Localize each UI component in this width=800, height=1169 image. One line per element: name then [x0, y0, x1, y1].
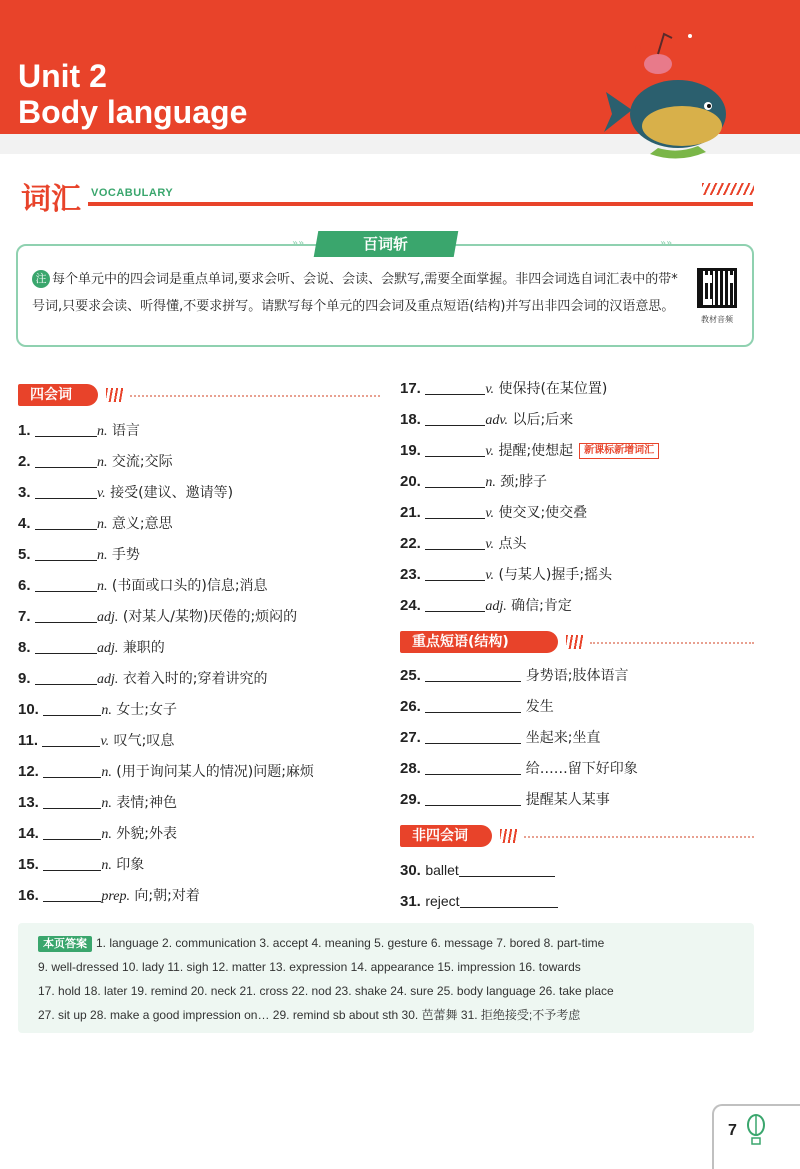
answer-blank[interactable] [43, 888, 101, 902]
word-row [400, 596, 572, 617]
vocabulary-rule [88, 202, 753, 206]
word-row [18, 669, 268, 690]
word-row [400, 503, 587, 524]
nonfour-row [400, 860, 555, 881]
meaning: 兼职的 [122, 640, 165, 656]
meaning: 意义;意思 [111, 516, 173, 532]
word-row [400, 410, 573, 431]
part-of-speech: n. [96, 517, 108, 532]
word-row [400, 379, 607, 400]
word-row [400, 472, 547, 493]
meaning: 衣着入时的;穿着讲究的 [122, 671, 268, 687]
part-of-speech: n. [101, 765, 112, 780]
answer-blank[interactable] [425, 668, 521, 682]
part-of-speech: n. [101, 858, 112, 873]
unit-title [18, 58, 247, 130]
meaning: 表情;神色 [116, 795, 177, 811]
part-of-speech: adj. [96, 641, 119, 656]
meaning: 向;朝;对着 [134, 888, 200, 904]
answer-line [38, 935, 604, 952]
nonfour-row [400, 891, 558, 912]
meaning: 提醒;使想起 [498, 443, 574, 459]
word-row [18, 824, 177, 845]
answer-label: 本页答案 [38, 936, 92, 952]
meaning: 使保持(在某位置) [498, 381, 608, 397]
item-number: 22. [400, 535, 421, 552]
item-number: 24. [400, 597, 421, 614]
balloon-icon [746, 1114, 766, 1146]
part-of-speech: n. [96, 548, 108, 563]
answer-blank[interactable] [35, 640, 97, 654]
intro-text [32, 266, 682, 320]
phrase-row [400, 759, 638, 779]
part-of-speech: adj. [96, 610, 119, 625]
answer-blank[interactable] [43, 795, 101, 809]
vocabulary-heading-en: VOCABULARY [91, 187, 174, 199]
word-row [18, 855, 144, 876]
part-of-speech: v. [485, 537, 494, 552]
unit-number: Unit 2 [18, 58, 107, 94]
word-row [18, 700, 177, 721]
part-of-speech: n. [101, 796, 112, 811]
item-number: 15. [18, 856, 39, 873]
meaning: 使交叉;使交叠 [498, 505, 588, 521]
vocabulary-stripes [702, 183, 754, 195]
item-number: 21. [400, 504, 421, 521]
answer-blank[interactable] [35, 516, 97, 530]
section-key-phrases [400, 631, 558, 653]
answer-blank[interactable] [425, 792, 521, 806]
answer-box [18, 923, 754, 1033]
item-number: 27. [400, 729, 421, 746]
answer-text: 27. sit up 28. make a good impression on… 29. remind sb about sth 30. 芭蕾舞 31. 拒绝接受;不予考虑 [38, 1008, 581, 1022]
answer-blank[interactable] [425, 474, 485, 488]
part-of-speech: n. [485, 475, 496, 490]
item-number: 30. [400, 862, 421, 879]
item-number: 29. [400, 791, 421, 808]
meaning: 外貌;外表 [116, 826, 177, 842]
item-number: 3. [18, 484, 31, 501]
meaning: 坐起来;坐直 [525, 730, 601, 746]
meaning: 叹气;叹息 [113, 733, 175, 749]
answer-blank[interactable] [425, 761, 521, 775]
item-number: 23. [400, 566, 421, 583]
part-of-speech: n. [96, 455, 108, 470]
word-row [18, 483, 233, 504]
answer-text: 1. language 2. communication 3. accept 4. meaning 5. gesture 6. message 7. bored 8. part-time [96, 936, 605, 950]
item-number: 10. [18, 701, 39, 718]
qr-code-icon[interactable] [697, 268, 737, 308]
answer-blank[interactable] [425, 505, 485, 519]
answer-blank[interactable] [43, 826, 101, 840]
note-icon: 注 [32, 270, 50, 288]
word-row [400, 565, 612, 586]
phrase-row [400, 790, 610, 810]
word-row [400, 534, 526, 555]
meaning: (与某人)握手;摇头 [498, 567, 613, 583]
item-number: 31. [400, 893, 421, 910]
whale-illustration [598, 14, 738, 164]
answer-blank[interactable] [425, 699, 521, 713]
answer-line [38, 1007, 580, 1023]
section-non-four-words [400, 825, 492, 847]
answer-blank[interactable] [35, 609, 97, 623]
answer-blank[interactable] [425, 567, 485, 581]
phrase-row [400, 666, 628, 686]
answer-blank[interactable] [425, 730, 521, 744]
item-number: 25. [400, 667, 421, 684]
part-of-speech: n. [101, 827, 112, 842]
vocabulary-heading-cn: 词汇 [21, 182, 81, 217]
word-row [18, 545, 140, 566]
answer-blank[interactable] [35, 454, 97, 468]
new-word-tag: 新课标新增词汇 [579, 443, 659, 459]
word-row [18, 731, 174, 752]
section-dots [524, 836, 754, 838]
meaning: 印象 [116, 857, 145, 873]
meaning: 交流;交际 [111, 454, 173, 470]
answer-blank[interactable] [35, 485, 97, 499]
meaning: 以后;后来 [512, 412, 574, 428]
word-row [18, 793, 177, 814]
item-number: 13. [18, 794, 39, 811]
item-number: 4. [18, 515, 31, 532]
arrow-deco-icon: »» [292, 238, 305, 249]
answer-blank[interactable] [35, 423, 97, 437]
qr-label: 教材音频 [701, 315, 733, 324]
section-dots [130, 395, 380, 397]
meaning: 接受(建议、邀请等) [110, 485, 234, 501]
word-row [18, 421, 140, 442]
part-of-speech: prep. [101, 889, 130, 904]
section-four-title: 四会词 [30, 387, 72, 403]
section-stripes [566, 635, 584, 649]
answer-blank[interactable] [43, 702, 101, 716]
page-number: 7 [728, 1122, 737, 1139]
answer-blank[interactable] [43, 857, 101, 871]
item-number: 2. [18, 453, 31, 470]
item-number: 1. [18, 422, 31, 439]
answer-line [38, 959, 581, 975]
intro-body: 每个单元中的四会词是重点单词,要求会听、会说、会读、会默写,需要全面掌握。非四会词选自词汇表中的带*号词,只要求会读、听得懂,不要求拼写。请默写每个单元的四会词及重点短语(结构)并写出非四会词的汉语意思。 [32, 272, 678, 314]
english-word: ballet [425, 862, 459, 878]
baicizhan-badge [314, 231, 459, 257]
item-number: 14. [18, 825, 39, 842]
part-of-speech: n. [96, 424, 108, 439]
meaning: 语言 [111, 423, 140, 439]
meaning: (对某人/某物)厌倦的;烦闷的 [122, 609, 298, 625]
part-of-speech: n. [101, 703, 112, 718]
item-number: 6. [18, 577, 31, 594]
item-number: 19. [400, 442, 421, 459]
phrase-row [400, 728, 600, 748]
word-row [18, 576, 268, 597]
meaning: 点头 [498, 536, 527, 552]
section-stripes [500, 829, 518, 843]
section-stripes [106, 388, 124, 402]
item-number: 5. [18, 546, 31, 563]
word-row [18, 762, 314, 783]
answer-blank[interactable] [35, 578, 97, 592]
item-number: 18. [400, 411, 421, 428]
item-number: 20. [400, 473, 421, 490]
item-number: 16. [18, 887, 39, 904]
item-number: 9. [18, 670, 31, 687]
part-of-speech: v. [485, 506, 494, 521]
item-number: 8. [18, 639, 31, 656]
part-of-speech: adj. [96, 672, 119, 687]
word-row [18, 514, 173, 535]
answer-text: 17. hold 18. later 19. remind 20. neck 21. cross 22. nod 23. shake 24. sure 25. body language 26. take place [38, 984, 614, 998]
part-of-speech: v. [100, 734, 110, 749]
part-of-speech: n. [96, 579, 108, 594]
section-phrases-title: 重点短语(结构) [412, 634, 509, 650]
word-row [18, 452, 173, 473]
english-word: reject [425, 893, 460, 909]
section-dots [590, 642, 754, 644]
item-number: 12. [18, 763, 39, 780]
answer-blank[interactable] [460, 894, 558, 908]
meaning: 发生 [525, 699, 554, 715]
part-of-speech: v. [485, 382, 494, 397]
answer-blank[interactable] [425, 536, 485, 550]
item-number: 7. [18, 608, 31, 625]
answer-blank[interactable] [425, 598, 485, 612]
answer-blank[interactable] [425, 381, 485, 395]
word-row [400, 441, 659, 462]
answer-blank[interactable] [42, 733, 100, 747]
section-nonfour-title: 非四会词 [412, 828, 468, 844]
meaning: 确信;肯定 [511, 598, 572, 614]
part-of-speech: v. [485, 444, 494, 459]
baicizhan-label: 百词斩 [363, 235, 409, 253]
item-number: 17. [400, 380, 421, 397]
part-of-speech: adv. [485, 413, 508, 428]
answer-blank[interactable] [425, 412, 485, 426]
answer-line [38, 983, 614, 999]
word-row [18, 638, 165, 659]
answer-blank[interactable] [43, 764, 101, 778]
meaning: (书面或口头的)信息;消息 [111, 578, 268, 594]
part-of-speech: v. [96, 486, 106, 501]
meaning: 颈;脖子 [500, 474, 547, 490]
meaning: 提醒某人某事 [525, 792, 610, 808]
item-number: 28. [400, 760, 421, 777]
unit-name: Body language [18, 94, 248, 130]
meaning: 给……留下好印象 [525, 761, 638, 777]
meaning: 身势语;肢体语言 [525, 668, 629, 684]
meaning: (用于询问某人的情况)问题;麻烦 [116, 764, 314, 780]
section-four-skill-words [18, 384, 98, 406]
word-row [18, 886, 200, 907]
phrase-row [400, 697, 554, 717]
item-number: 11. [18, 732, 39, 749]
answer-blank[interactable] [425, 443, 485, 457]
meaning: 手势 [111, 547, 140, 563]
meaning: 女士;女子 [116, 702, 177, 718]
answer-text: 9. well-dressed 10. lady 11. sigh 12. matter 13. expression 14. appearance 15. impression 16. towards [38, 960, 581, 974]
word-row [18, 607, 297, 628]
answer-blank[interactable] [35, 671, 97, 685]
answer-blank[interactable] [459, 863, 555, 877]
part-of-speech: adj. [485, 599, 507, 614]
item-number: 26. [400, 698, 421, 715]
part-of-speech: v. [485, 568, 494, 583]
answer-blank[interactable] [35, 547, 97, 561]
arrow-deco-icon: »» [660, 238, 673, 249]
